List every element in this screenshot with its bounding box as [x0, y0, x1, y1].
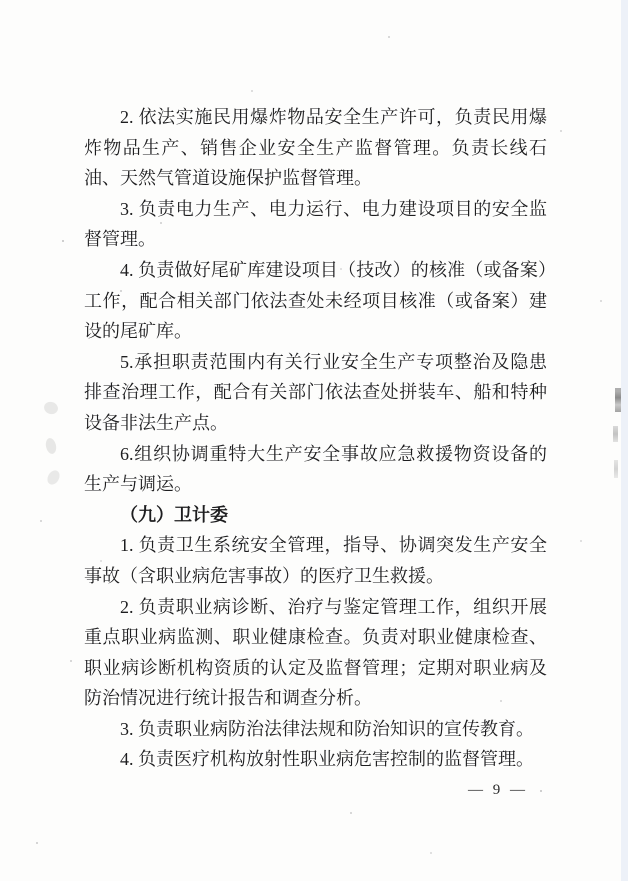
page-number: — 9 —	[468, 782, 528, 798]
scan-artifact	[42, 400, 59, 416]
paragraph: 2. 负责职业病诊断、治疗与鉴定管理工作，组织开展重点职业病监测、职业健康检查。负责对职业健康检查、职业病诊断机构资质的认定及监督管理；定期对职业病及防治情况进行统计报告和调查分析。	[84, 596, 547, 709]
paragraph: 1. 负责卫生系统安全管理，指导、协调突发生产安全事故（含职业病危害事故）的医疗卫生救援。	[84, 535, 547, 586]
document-content	[84, 102, 547, 775]
paragraph: 4. 负责做好尾矿库建设项目（技改）的核准（或备案）工作，配合相关部门依法查处未经项目核准（或备案）建设的尾矿库。	[84, 259, 547, 342]
scan-artifact	[614, 460, 618, 478]
paragraph: 3. 负责电力生产、电力运行、电力建设项目的安全监督管理。	[84, 198, 547, 250]
paragraph: 6.组织协调重特大生产安全事故应急救援物资设备的生产与调运。	[84, 443, 547, 495]
section-heading: （九）卫计委	[120, 504, 228, 525]
paragraph: 5.承担职责范围内有关行业安全生产专项整治及隐患排查治理工作，配合有关部门依法查处拼装车、船和特种设备非法生产点。	[84, 351, 547, 433]
paragraph: 3. 负责职业病防治法律法规和防治知识的宣传教育。	[120, 718, 534, 739]
scan-noise	[0, 0, 2, 2]
paragraph: 2. 依法实施民用爆炸物品安全生产许可，负责民用爆炸物品生产、销售企业安全生产监督管理。负责长线石油、天然气管道设施保护监督管理。	[84, 107, 547, 189]
scan-artifact	[45, 468, 62, 486]
scan-artifact	[44, 437, 57, 455]
scan-edge-strip	[621, 0, 628, 881]
scan-artifact	[613, 426, 618, 442]
paragraph: 4. 负责医疗机构放射性职业病危害控制的监督管理。	[120, 749, 534, 770]
